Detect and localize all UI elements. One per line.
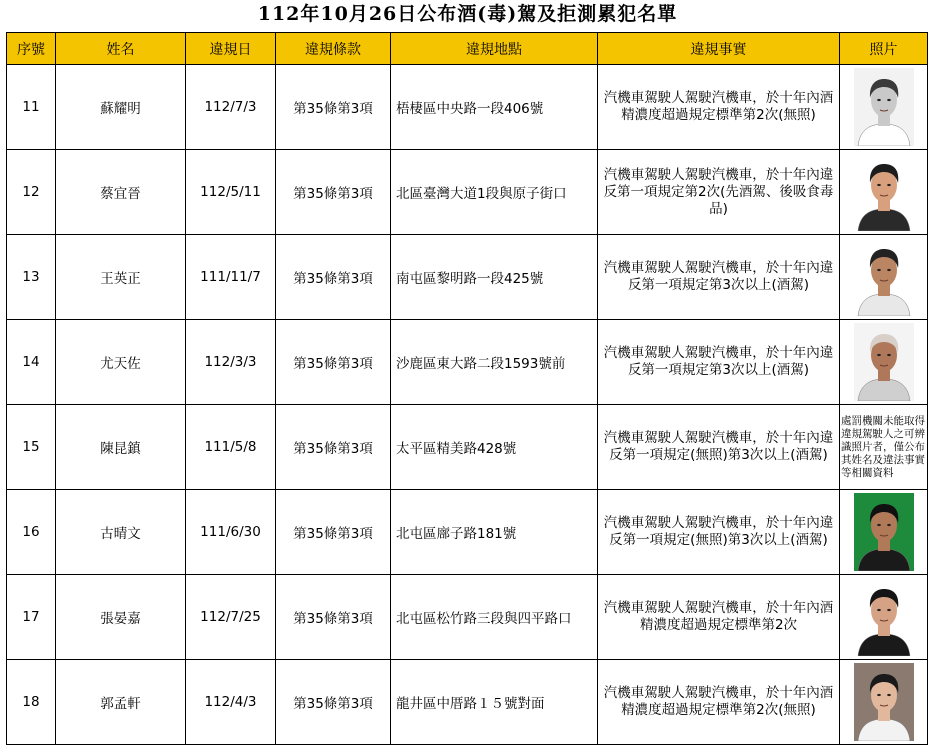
cell-photo — [840, 320, 928, 405]
cell-location: 梧棲區中央路一段406號 — [391, 65, 598, 150]
header-photo: 照片 — [840, 33, 928, 65]
cell-location: 北屯區廍子路181號 — [391, 490, 598, 575]
cell-name: 陳昆鎮 — [56, 405, 186, 490]
cell-clause: 第35條第3項 — [276, 150, 391, 235]
offender-table — [6, 32, 928, 745]
cell-no: 17 — [7, 575, 56, 660]
cell-no: 16 — [7, 490, 56, 575]
driver-portrait — [854, 68, 914, 146]
table-row — [7, 150, 928, 235]
cell-date: 112/4/3 — [186, 660, 276, 745]
table-row — [7, 660, 928, 745]
header-location: 違規地點 — [391, 33, 598, 65]
cell-fact: 汽機車駕駛人駕駛汽機車，於十年內違反第一項規定第3次以上(酒駕) — [598, 320, 840, 405]
cell-fact: 汽機車駕駛人駕駛汽機車，於十年內違反第一項規定(無照)第3次以上(酒駕) — [598, 405, 840, 490]
cell-location: 北區臺灣大道1段與原子街口 — [391, 150, 598, 235]
cell-no: 18 — [7, 660, 56, 745]
cell-no: 11 — [7, 65, 56, 150]
cell-name: 王英正 — [56, 235, 186, 320]
cell-photo — [840, 490, 928, 575]
cell-date: 112/5/11 — [186, 150, 276, 235]
table-row — [7, 490, 928, 575]
driver-portrait — [854, 153, 914, 231]
cell-name: 蔡宜晉 — [56, 150, 186, 235]
cell-clause: 第35條第3項 — [276, 575, 391, 660]
header-name: 姓名 — [56, 33, 186, 65]
cell-location: 南屯區黎明路一段425號 — [391, 235, 598, 320]
cell-location: 北屯區松竹路三段與四平路口 — [391, 575, 598, 660]
cell-name: 張晏嘉 — [56, 575, 186, 660]
cell-date: 112/7/3 — [186, 65, 276, 150]
cell-location: 龍井區中厝路１５號對面 — [391, 660, 598, 745]
page-title: 112年10月26日公布酒(毒)駕及拒測累犯名單 — [257, 3, 678, 25]
cell-photo — [840, 65, 928, 150]
header-date: 違規日 — [186, 33, 276, 65]
cell-photo — [840, 660, 928, 745]
cell-photo — [840, 575, 928, 660]
header-fact: 違規事實 — [598, 33, 840, 65]
cell-location: 太平區精美路428號 — [391, 405, 598, 490]
cell-fact: 汽機車駕駛人駕駛汽機車，於十年內酒精濃度超過規定標準第2次 — [598, 575, 840, 660]
cell-clause: 第35條第3項 — [276, 490, 391, 575]
cell-photo — [840, 150, 928, 235]
cell-no: 15 — [7, 405, 56, 490]
cell-no: 13 — [7, 235, 56, 320]
photo-notice: 處罰機關未能取得違規駕駛人之可辨識照片者，僅公布 其姓名及違法事實等相關資料 — [841, 414, 925, 479]
cell-name: 郭孟軒 — [56, 660, 186, 745]
table-row — [7, 575, 928, 660]
table-row — [7, 405, 928, 490]
cell-fact: 汽機車駕駛人駕駛汽機車，於十年內違反第一項規定第2次(先酒駕、後吸食毒品) — [598, 150, 840, 235]
cell-clause: 第35條第3項 — [276, 235, 391, 320]
cell-fact: 汽機車駕駛人駕駛汽機車，於十年內違反第一項規定(無照)第3次以上(酒駕) — [598, 490, 840, 575]
cell-name: 尤天佐 — [56, 320, 186, 405]
cell-clause: 第35條第3項 — [276, 65, 391, 150]
cell-date: 112/7/25 — [186, 575, 276, 660]
cell-clause: 第35條第3項 — [276, 320, 391, 405]
driver-portrait — [854, 493, 914, 571]
driver-portrait — [854, 578, 914, 656]
header-clause: 違規條款 — [276, 33, 391, 65]
cell-date: 111/11/7 — [186, 235, 276, 320]
cell-photo — [840, 235, 928, 320]
cell-location: 沙鹿區東大路二段1593號前 — [391, 320, 598, 405]
driver-portrait — [854, 663, 914, 741]
table-row — [7, 320, 928, 405]
cell-fact: 汽機車駕駛人駕駛汽機車，於十年內酒精濃度超過規定標準第2次(無照) — [598, 660, 840, 745]
driver-portrait — [854, 323, 914, 401]
cell-name: 古晴文 — [56, 490, 186, 575]
cell-date: 111/6/30 — [186, 490, 276, 575]
cell-fact: 汽機車駕駛人駕駛汽機車，於十年內酒精濃度超過規定標準第2次(無照) — [598, 65, 840, 150]
cell-name: 蘇耀明 — [56, 65, 186, 150]
cell-fact: 汽機車駕駛人駕駛汽機車，於十年內違反第一項規定第3次以上(酒駕) — [598, 235, 840, 320]
cell-photo — [840, 405, 928, 490]
table-row — [7, 235, 928, 320]
cell-no: 12 — [7, 150, 56, 235]
cell-date: 111/5/8 — [186, 405, 276, 490]
cell-date: 112/3/3 — [186, 320, 276, 405]
cell-no: 14 — [7, 320, 56, 405]
table-row — [7, 65, 928, 150]
header-no: 序號 — [7, 33, 56, 65]
cell-clause: 第35條第3項 — [276, 660, 391, 745]
header-row — [7, 33, 928, 65]
cell-clause: 第35條第3項 — [276, 405, 391, 490]
driver-portrait — [854, 238, 914, 316]
